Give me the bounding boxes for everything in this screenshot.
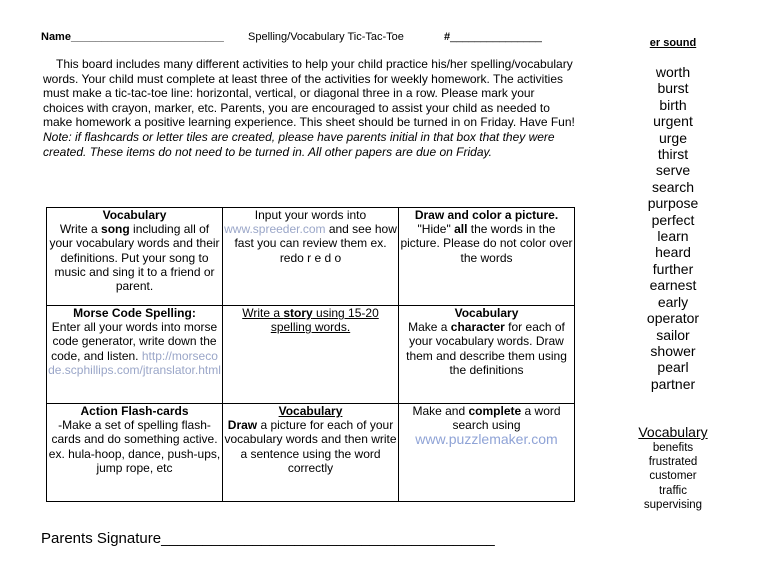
cell-text: Make a [408, 320, 451, 335]
cell-emphasis: Draw [227, 418, 258, 433]
cell-text: using 15-20 spelling words. [270, 306, 379, 335]
cell-emphasis: character [450, 320, 505, 335]
spelling-word: early [657, 293, 689, 310]
vocab-word: traffic [659, 484, 687, 497]
cell-text: including all of your vocabulary words and their definitions. Put your song to music and sing it to a friend or parent. [49, 222, 220, 294]
spelling-word: serve [655, 162, 691, 179]
cell-emphasis: story [283, 306, 313, 320]
vocab-word: customer [649, 470, 697, 483]
vocab-title: Vocabulary [638, 424, 708, 440]
spelling-word: further [652, 260, 694, 277]
spelling-word: sailor [656, 326, 690, 343]
name-label: Name [41, 31, 71, 43]
cell-morse-code[interactable] [47, 306, 223, 404]
page-title: Spelling/Vocabulary Tic-Tac-Toe [248, 31, 404, 43]
cell-text: Make and [412, 404, 469, 418]
signature-label: Parents Signature [41, 530, 162, 547]
cell-title: Action Flash-cards [80, 404, 189, 418]
puzzlemaker-link[interactable]: www.puzzlemaker.com [415, 431, 558, 448]
cell-title: Vocabulary [278, 404, 343, 418]
intro-note: Note: if flashcards or letter tiles are created, please have parents initial in that box that they were created. These items do not need to be turned in. All other papers are due on Friday. [43, 129, 555, 159]
spelling-word: heard [655, 244, 691, 261]
name-line: _________________________ [70, 31, 224, 43]
cell-title: Vocabulary [102, 208, 167, 222]
number-field [444, 31, 542, 43]
cell-text: Input your words into [254, 208, 367, 222]
cell-title: Morse Code Spelling: [73, 306, 196, 320]
spreeder-link[interactable]: www.spreeder.com [224, 222, 326, 237]
spelling-word: operator [646, 310, 700, 327]
name-field [41, 31, 224, 43]
spelling-word: shower [650, 342, 696, 359]
vocab-word: frustrated [648, 456, 698, 469]
cell-text: and see how fast you can review them ex. redo r e d o [234, 222, 397, 265]
spelling-word: urge [658, 129, 688, 146]
cell-text: "Hide" [417, 222, 455, 237]
cell-emphasis: complete [468, 404, 522, 418]
cell-story[interactable] [223, 306, 399, 404]
cell-draw-picture[interactable] [399, 208, 575, 306]
spelling-word: pearl [657, 359, 689, 376]
spelling-word: birth [659, 96, 687, 113]
cell-text: the words in the picture. Please do not color over the words [400, 222, 573, 265]
intro-block [43, 57, 578, 159]
morse-code-link[interactable]: http://morsecode.scphillips.com/jtranslator.html [48, 348, 221, 377]
spelling-word: purpose [647, 195, 699, 212]
cell-vocabulary-draw[interactable] [223, 404, 399, 502]
intro-text: This board includes many different activities to help your child practice his/her spelling/vocabulary words. Your child must complete at least three of the activities for weekly homework. The activities must make a tic-tac-toe line: horizontal, vertical, or diagonal three in a row. Please mark your choices with crayon, marker, etc. Parents, you are encouraged to assist your child as needed to make homework a positive learning experience. This sheet should be turned in on Friday. Have Fun! [43, 57, 575, 130]
spelling-word: worth [655, 64, 691, 80]
cell-text: for each of your vocabulary words. Draw them and describe them using the definitions [406, 320, 567, 377]
cell-text: Write a [59, 222, 102, 237]
vocab-word: supervising [643, 498, 703, 511]
vocab-word: benefits [652, 442, 694, 454]
cell-title: Draw and color a picture. [414, 208, 559, 222]
number-line: _______________ [450, 31, 542, 43]
spelling-word: thirst [657, 146, 689, 163]
cell-text: -Make a set of spelling flash-cards and do something active. ex. hula-hoop, dance, push-ups, jump rope, etc [48, 418, 221, 475]
spelling-word: learn [657, 228, 689, 245]
sidebar-title: er sound [649, 37, 697, 49]
spelling-word: urgent [653, 113, 693, 130]
spelling-word: earnest [649, 277, 697, 294]
vocab-word-list [612, 441, 734, 512]
cell-text: Enter all your words into morse code generator, write down the code, and listen. [51, 320, 218, 363]
spelling-word-list [612, 64, 734, 392]
number-label: # [444, 31, 451, 43]
cell-text: a picture for each of your vocabulary words and then write a sentence using the word correctly [224, 418, 397, 475]
cell-text: a word search using [452, 404, 561, 433]
cell-text: Write a [242, 306, 284, 320]
signature-line: ________________________________________ [161, 530, 495, 547]
spelling-word: search [651, 178, 695, 195]
spelling-word: burst [657, 80, 689, 97]
tic-tac-toe-board [46, 207, 575, 502]
parent-signature [41, 530, 495, 547]
cell-emphasis: song [101, 222, 130, 237]
cell-spreeder[interactable] [223, 208, 399, 306]
spelling-word: partner [650, 375, 696, 392]
spelling-word: perfect [651, 211, 695, 228]
cell-word-search[interactable] [399, 404, 575, 502]
cell-vocabulary-character[interactable] [399, 306, 575, 404]
cell-action-flashcards[interactable] [47, 404, 223, 502]
cell-emphasis: all [454, 222, 468, 237]
cell-vocabulary-song[interactable] [47, 208, 223, 306]
cell-title: Vocabulary [454, 306, 519, 320]
